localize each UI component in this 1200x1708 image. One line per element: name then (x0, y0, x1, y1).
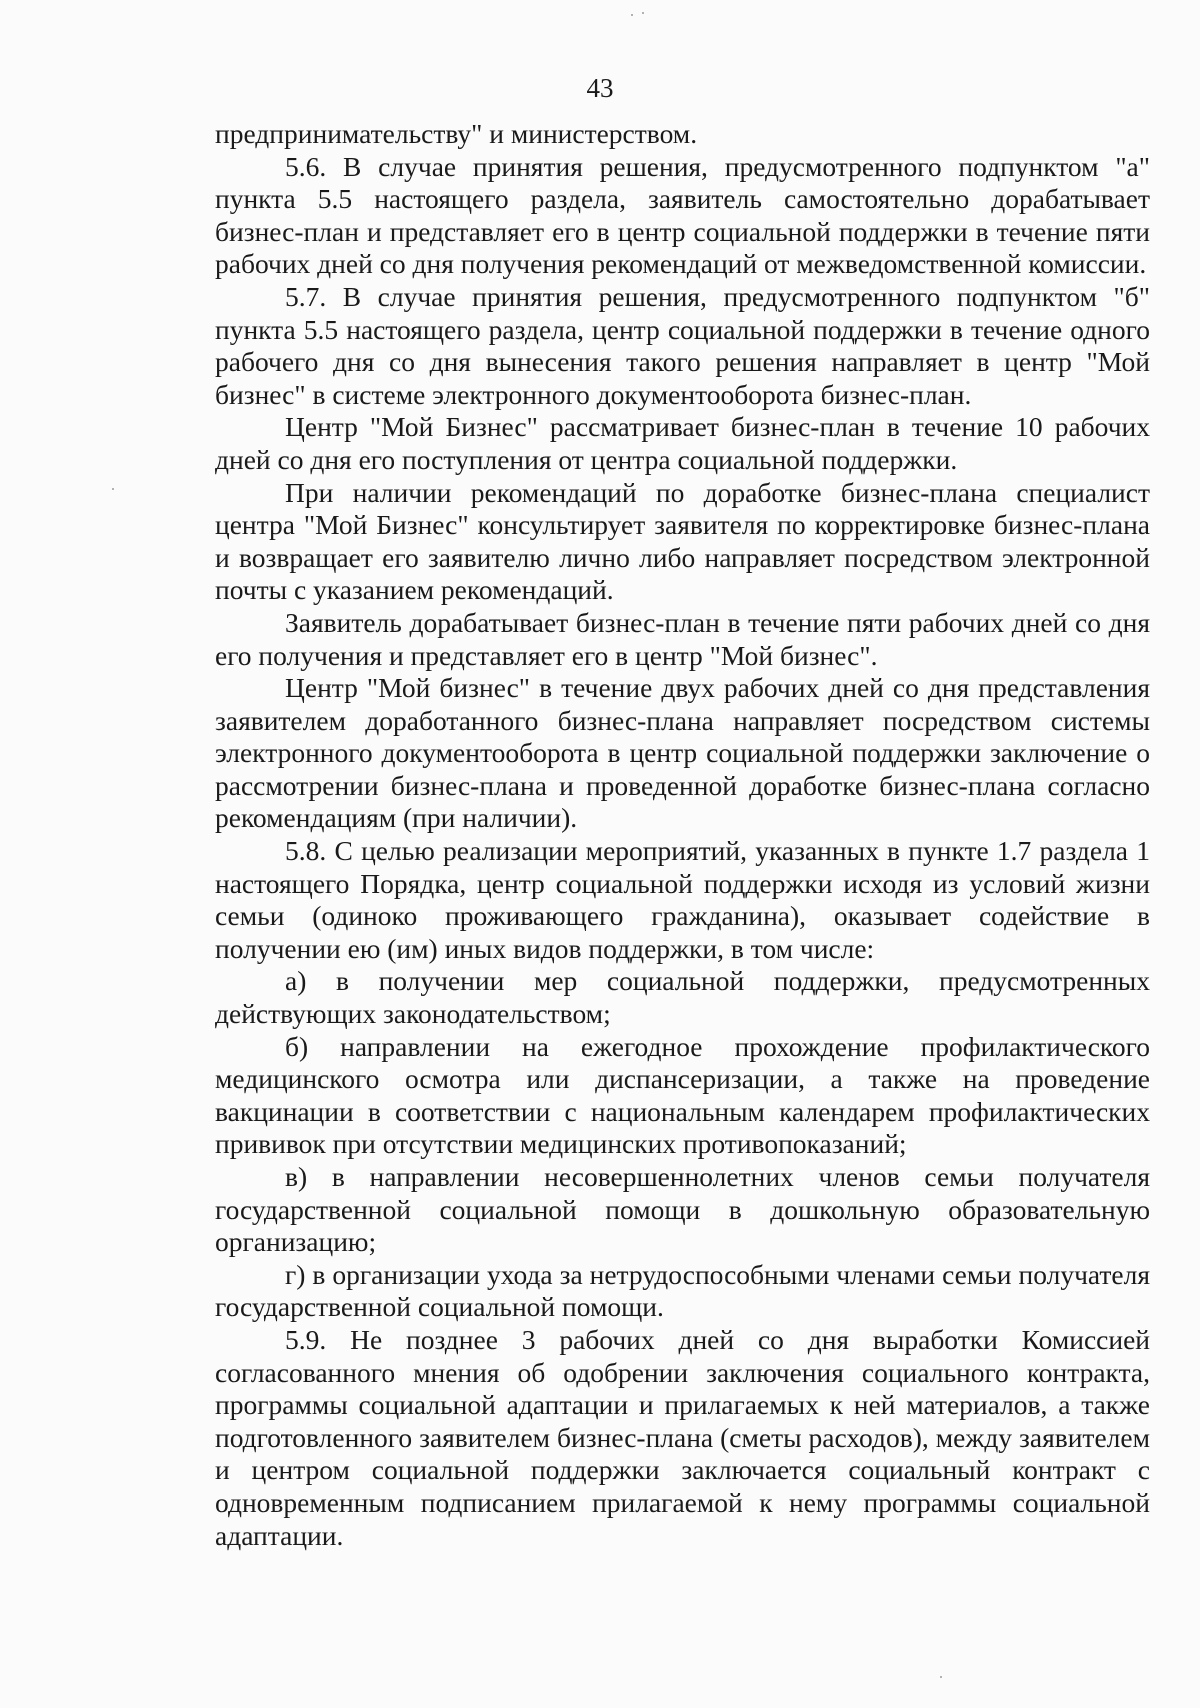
paragraph-5-6: 5.6. В случае принятия решения, предусмотренного подпунктом "а" пункта 5.5 настоящего раздела, заявитель самостоятельно дорабатывает бизнес-план и представляет его в центр социальной поддержки в течение пяти рабочих дней со дня получения рекомендаций от межведомственной комиссии. (215, 150, 1150, 280)
list-item-b: б) направлении на ежегодное прохождение профилактического медицинского осмотра или диспансеризации, а также на проведение вакцинации в соответствии с национальным календарем профилактических прививок при отсутствии медицинских противопоказаний; (215, 1030, 1150, 1160)
scan-speck (631, 14, 633, 16)
paragraph-5-7: 5.7. В случае принятия решения, предусмотренного подпунктом "б" пункта 5.5 настоящего раздела, центр социальной поддержки в течение одного рабочего дня со дня вынесения такого решения направляет в центр "Мой бизнес" в системе электронного документооборота бизнес-план. (215, 280, 1150, 410)
paragraph-5-9: 5.9. Не позднее 3 рабочих дней со дня выработки Комиссией согласованного мнения об одобрении заключения социального контракта, программы социальной адаптации и прилагаемых к ней материалов, а также подготовленного заявителем бизнес-плана (сметы расходов), между заявителем и центром социальной поддержки заключается социальный контракт с одновременным подписанием прилагаемой к нему программы социальной адаптации. (215, 1323, 1150, 1551)
paragraph-5-7-rework: Заявитель дорабатывает бизнес-план в течение пяти рабочих дней со дня его получения и представляет его в центр "Мой бизнес". (215, 606, 1150, 671)
list-item-a: а) в получении мер социальной поддержки, предусмотренных действующих законодательством; (215, 965, 1150, 1030)
paragraph-5-8: 5.8. С целью реализации мероприятий, указанных в пункте 1.7 раздела 1 настоящего Порядка, центр социальной поддержки исходя из условий жизни семьи (одиноко проживающего гражданина), оказывает содействие в получении ею (им) иных видов поддержки, в том числе: (215, 835, 1150, 964)
page-number: 43 (586, 73, 614, 103)
list-item-v: в) в направлении несовершеннолетних членов семьи получателя государственной социальной помощи в дошкольную образовательную организацию; (215, 1161, 1150, 1258)
scan-speck (112, 488, 114, 490)
paragraph-5-7-conclusion: Центр "Мой бизнес" в течение двух рабочих дней со дня представления заявителем доработанного бизнес-плана направляет посредством системы электронного документооборота в центр социальной поддержки заключение о рассмотрении бизнес-плана и проведенной доработке бизнес-плана согласно рекомендациям (при наличии). (215, 672, 1150, 834)
paragraph-5-7-recommendations: При наличии рекомендаций по доработке бизнес-плана специалист центра "Мой Бизнес" консультирует заявителя по корректировке бизнес-плана и возвращает его заявителю лично либо направляет посредством электронной почты с указанием рекомендаций. (215, 476, 1150, 606)
document-body (215, 118, 1150, 1552)
scan-speck (940, 1676, 942, 1678)
list-item-g: г) в организации ухода за нетрудоспособными членами семьи получателя государственной социальной помощи. (215, 1258, 1150, 1323)
paragraph-5-7-review: Центр "Мой Бизнес" рассматривает бизнес-план в течение 10 рабочих дней со дня его поступления от центра социальной поддержки. (215, 411, 1150, 475)
scan-speck (642, 12, 644, 14)
paragraph-continuation: предпринимательству" и министерством. (215, 118, 698, 149)
